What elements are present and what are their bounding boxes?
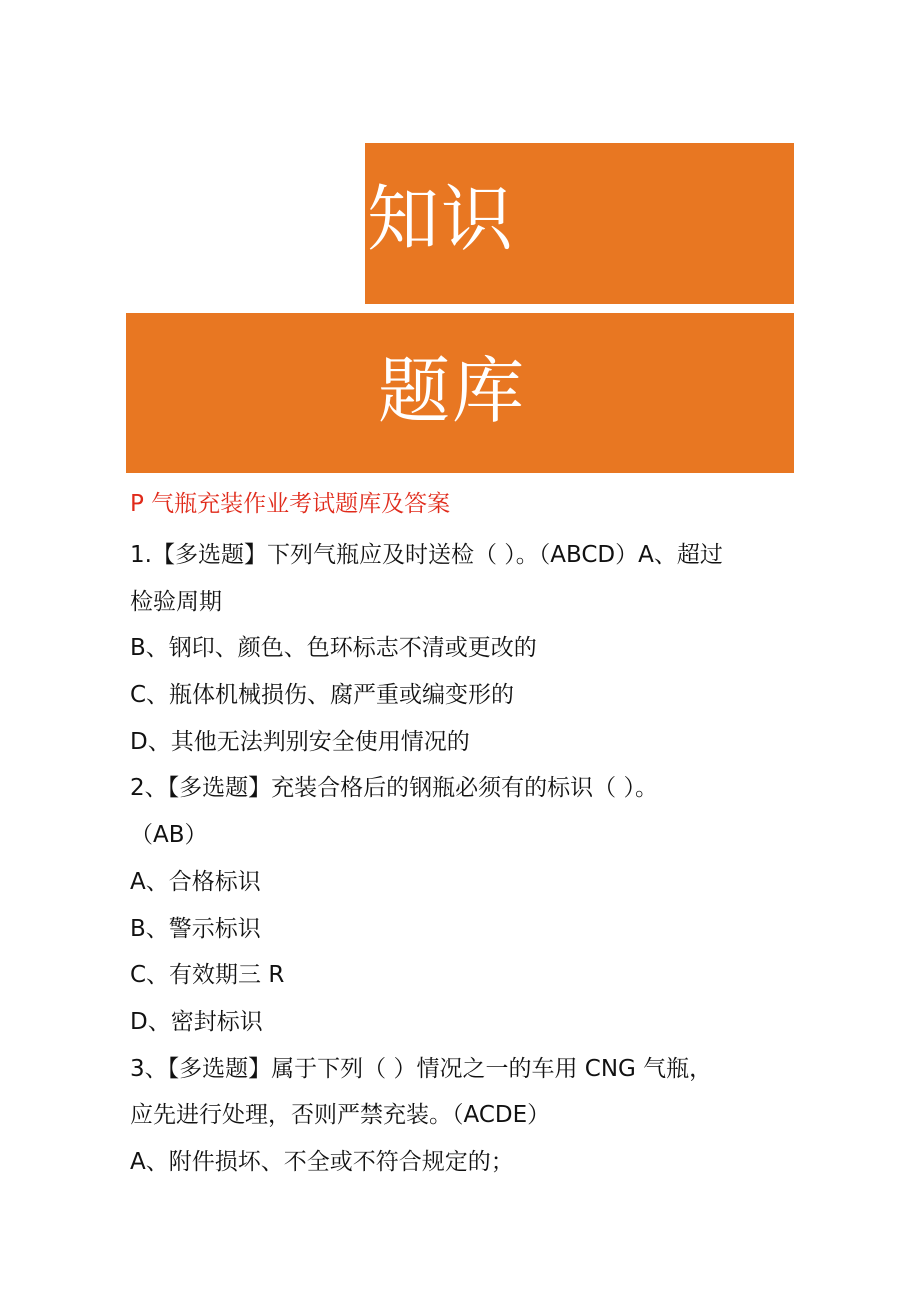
text-line: A、合格标识 [130, 868, 261, 895]
text-line: 2、【多选题】充装合格后的钢瓶必须有的标识（ ）。 [130, 775, 658, 802]
text-line: 应先进行处理，否则严禁充装。（ACDE） [130, 1102, 551, 1129]
text-line: C、瓶体机械损伤、腐严重或编变形的 [130, 682, 515, 709]
text-line: D、密封标识 [130, 1008, 263, 1035]
text-line: D、其他无法判别安全使用情况的 [130, 728, 470, 755]
document-title: P 气瓶充装作业考试题库及答案 [130, 491, 451, 517]
text-line: B、警示标识 [130, 915, 261, 942]
text-line: B、钢印、颜色、色环标志不清或更改的 [130, 635, 537, 662]
text-line: 3、【多选题】属于下列（ ）情况之一的车用 CNG 气瓶， [130, 1055, 713, 1082]
text-line: 1.【多选题】下列气瓶应及时送检（ ）。（ABCD）A、超过 [130, 542, 723, 568]
text-line: A、附件损坏、不全或不符合规定的； [130, 1148, 514, 1175]
banner-block-top [365, 143, 794, 304]
text-line: C、有效期三 R [130, 962, 285, 989]
text-line: （AB） [130, 822, 208, 849]
document-body [130, 532, 790, 1186]
banner-word-question-bank: 题库 [378, 349, 527, 433]
banner-word-knowledge: 知识 [367, 177, 516, 261]
text-line: 检验周期 [130, 588, 222, 615]
banner-block-bottom [126, 313, 794, 473]
